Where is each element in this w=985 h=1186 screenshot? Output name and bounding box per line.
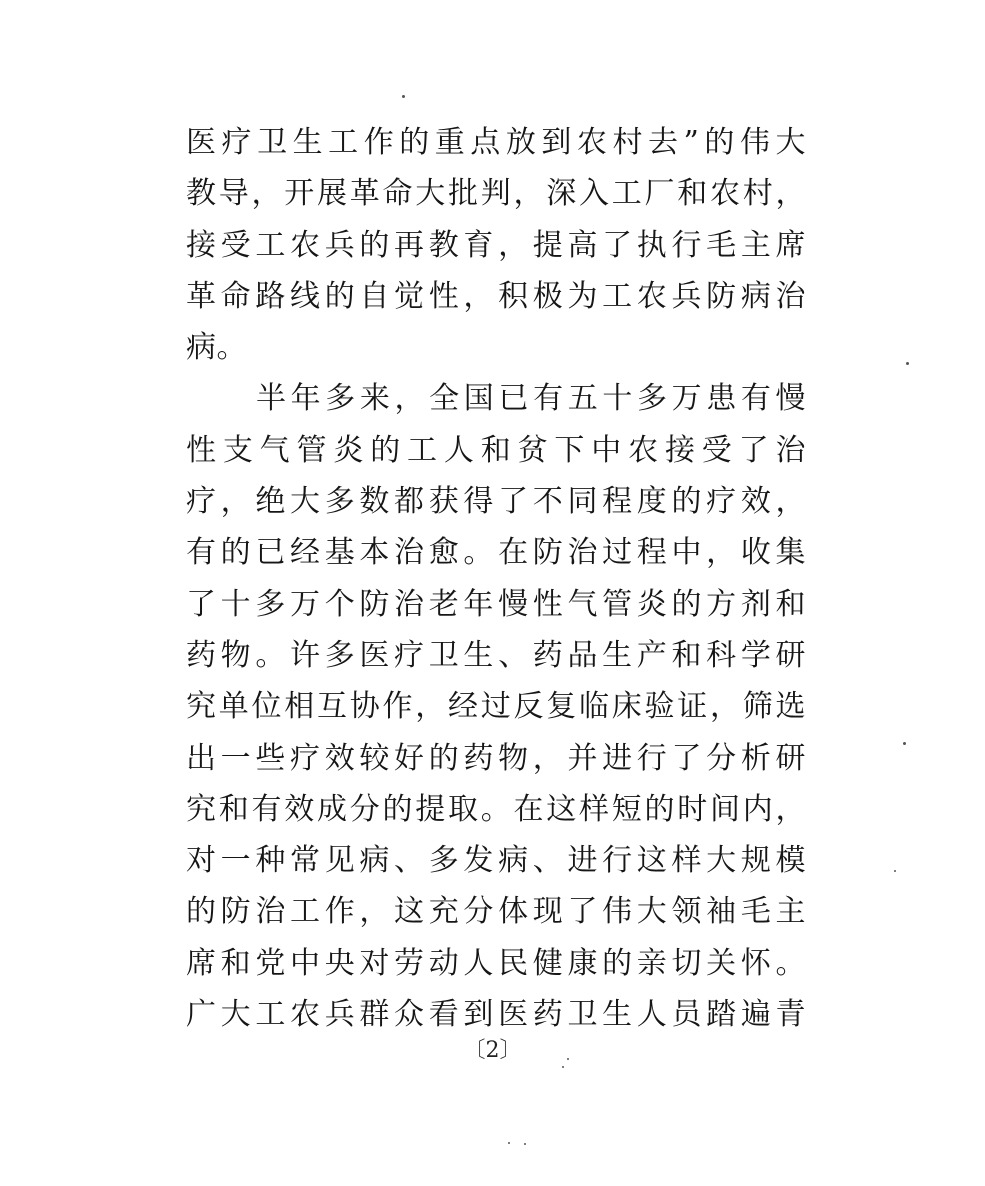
scan-speck xyxy=(903,742,906,745)
text-line: 席和党中央对劳动人民健康的亲切关怀。 xyxy=(186,945,806,981)
scan-speck xyxy=(567,1058,569,1060)
text-line: 对一种常见病、多发病、进行这样大规模 xyxy=(186,843,806,879)
scan-speck xyxy=(894,870,896,872)
scan-speck xyxy=(906,362,909,365)
page-number: 〔2〕 xyxy=(463,1038,522,1063)
scan-speck xyxy=(508,1142,510,1144)
text-line: 究和有效成分的提取。在这样短的时间内， xyxy=(186,791,806,827)
text-line: 革命路线的自觉性，积极为工农兵防病治 xyxy=(186,278,806,314)
scan-speck xyxy=(524,1143,526,1145)
text-line: 疗，绝大多数都获得了不同程度的疗效， xyxy=(186,484,806,520)
text-line: 教导，开展革命大批判，深入工厂和农村， xyxy=(186,176,806,212)
text-line: 广大工农兵群众看到医药卫生人员踏遍青 xyxy=(186,997,806,1033)
text-line: 性支气管炎的工人和贫下中农接受了治 xyxy=(186,432,806,468)
text-line: 了十多万个防治老年慢性气管炎的方剂和 xyxy=(186,586,806,622)
text-line: 病。 xyxy=(186,330,247,366)
body-text xyxy=(186,117,806,1040)
text-line: 出一些疗效较好的药物，并进行了分析研 xyxy=(186,740,806,776)
text-line: 的防治工作，这充分体现了伟大领袖毛主 xyxy=(186,894,806,930)
text-line: 接受工农兵的再教育，提高了执行毛主席 xyxy=(186,227,806,263)
scan-speck xyxy=(562,1066,564,1068)
text-line: 究单位相互协作，经过反复临床验证，筛选 xyxy=(186,689,806,725)
text-line: 医疗卫生工作的重点放到农村去”的伟大 xyxy=(186,125,806,160)
text-line: 有的已经基本治愈。在防治过程中，收集 xyxy=(186,535,806,571)
text-line: 药物。许多医疗卫生、药品生产和科学研 xyxy=(186,637,806,673)
scan-speck xyxy=(402,95,405,98)
paragraph-first-line: 半年多来，全国已有五十多万患有慢 xyxy=(256,381,806,417)
